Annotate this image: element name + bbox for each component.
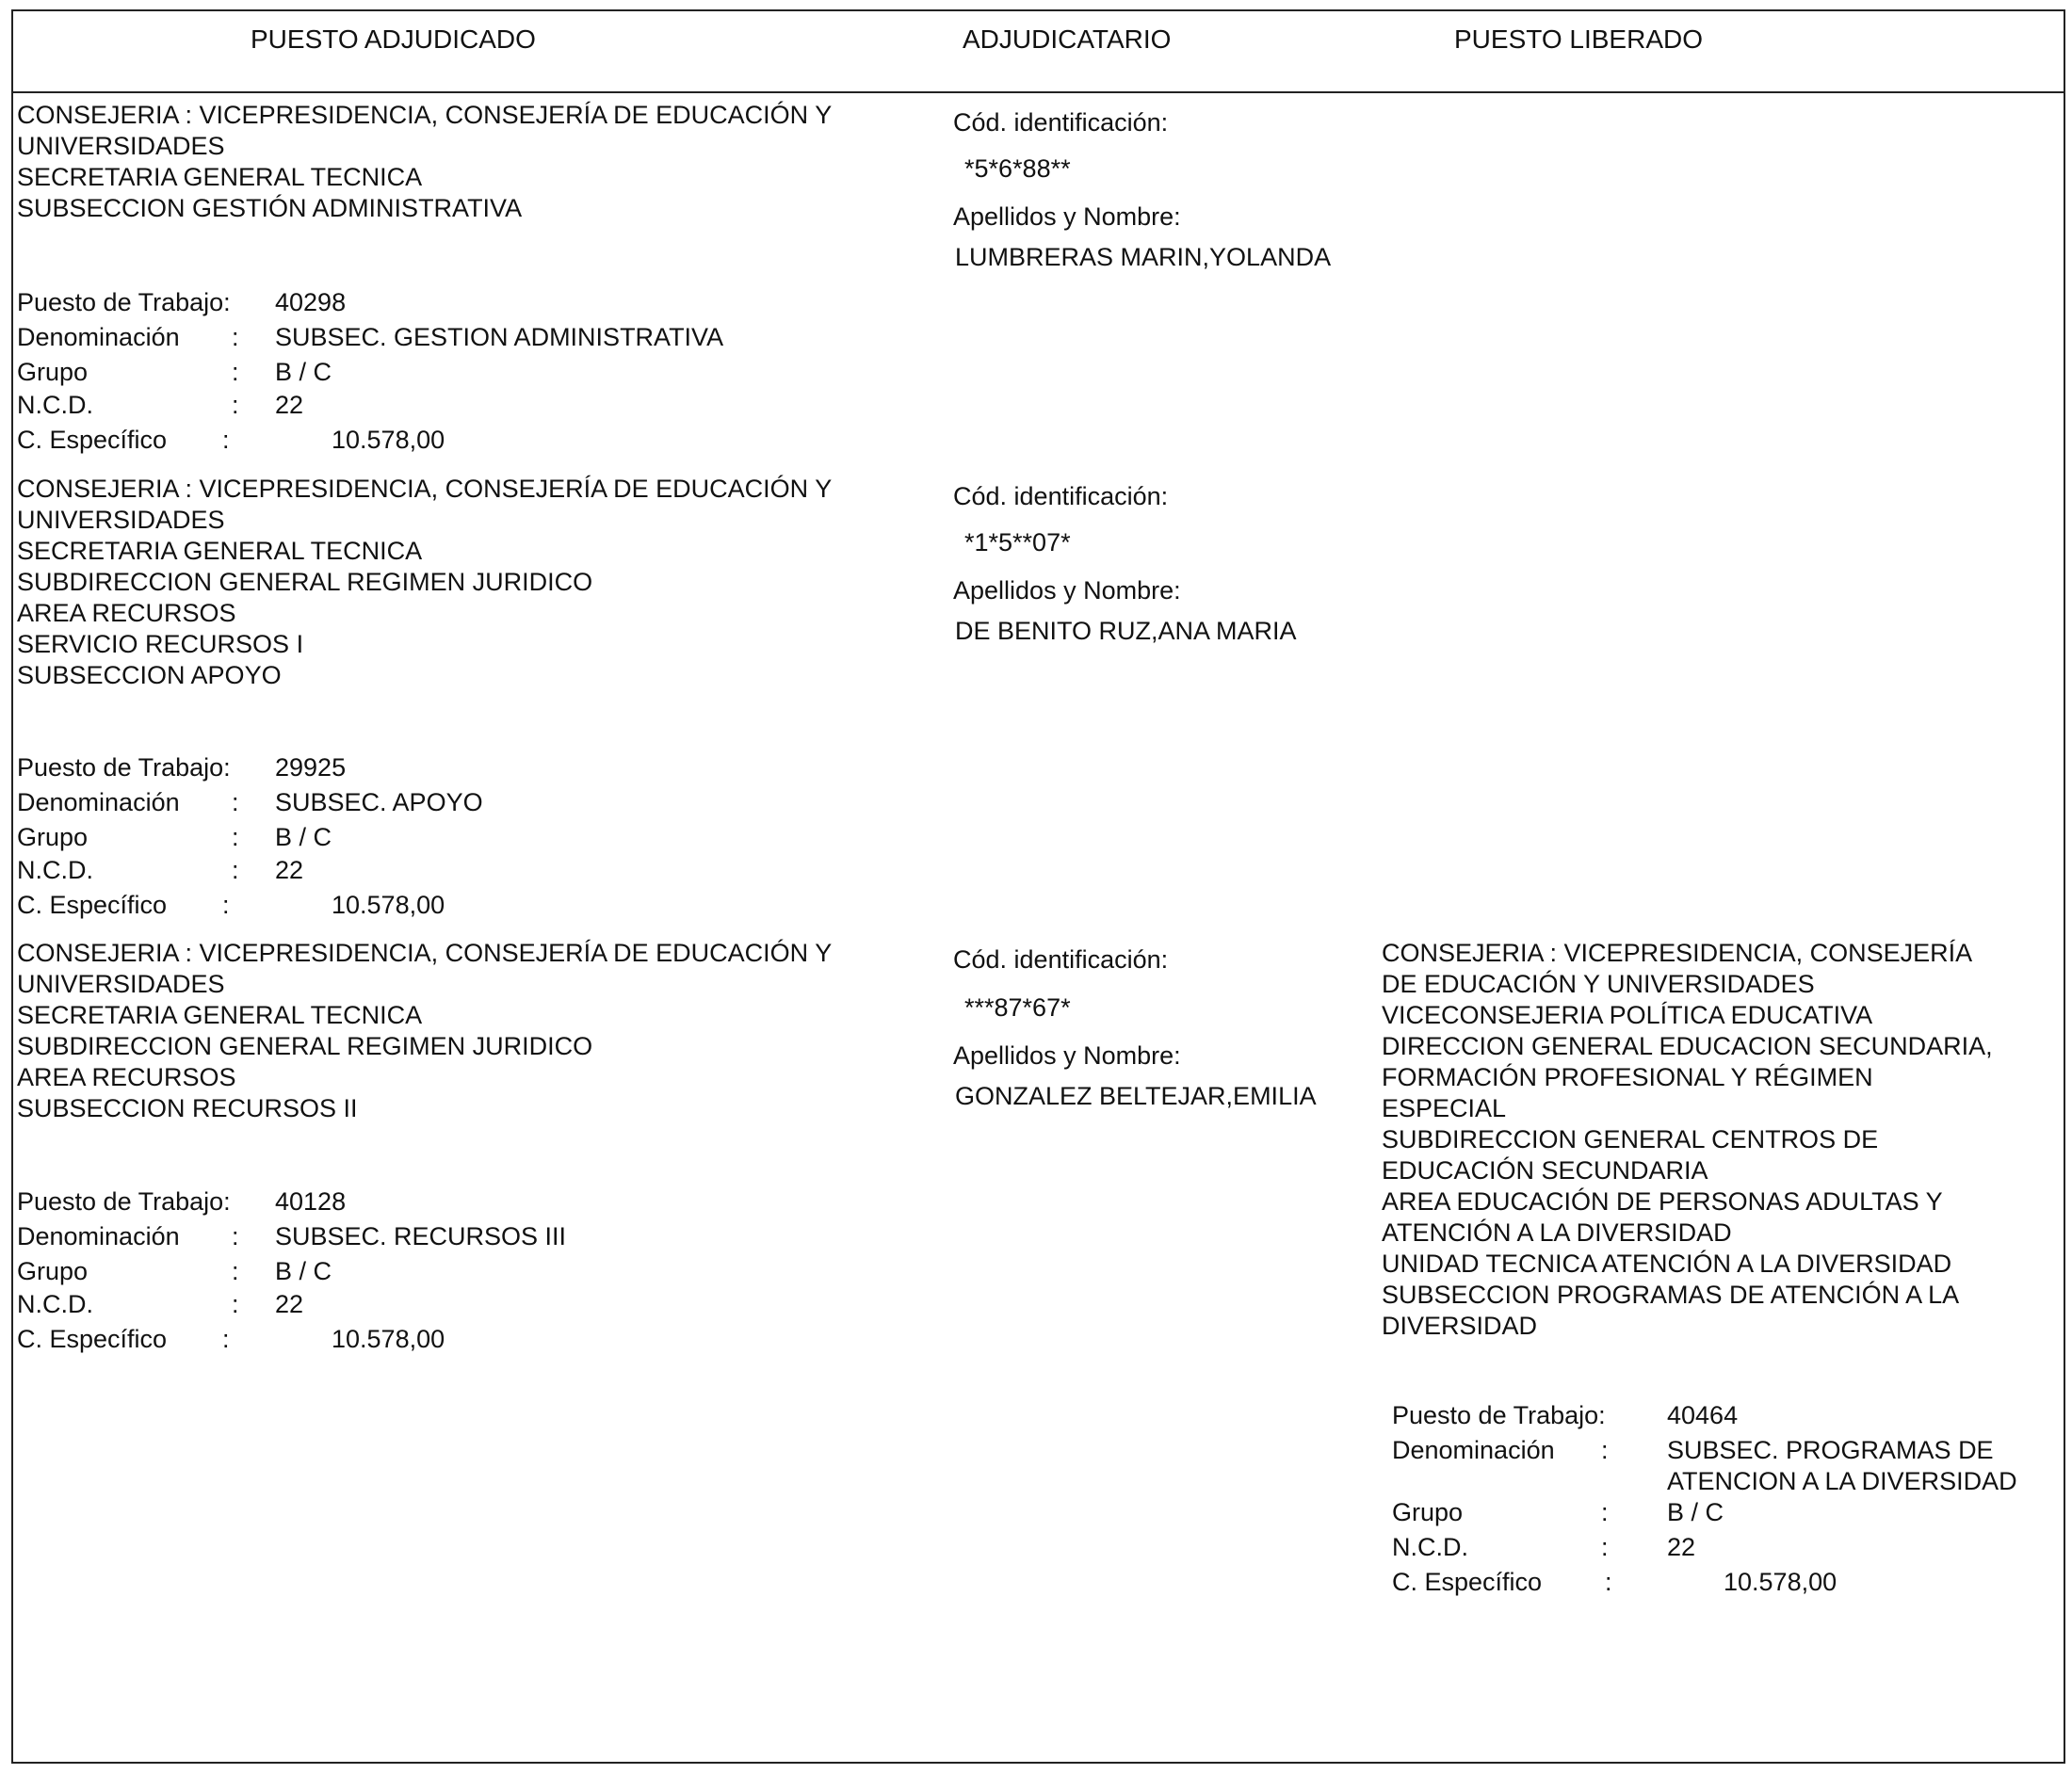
especifico-value: 10.578,00 [332, 891, 445, 919]
ncd-value: 22 [275, 856, 304, 884]
denominacion-value: SUBSEC. GESTION ADMINISTRATIVA [275, 323, 724, 351]
org-line: CONSEJERIA : VICEPRESIDENCIA, CONSEJERÍA DE EDUCACIÓN Y [17, 939, 833, 967]
cod-label: Cód. identificación: [953, 482, 1169, 510]
ncd-label: N.C.D. [1392, 1533, 1468, 1561]
grupo-label: Grupo [17, 1257, 89, 1285]
org-line: CONSEJERIA : VICEPRESIDENCIA, CONSEJERÍA [1382, 939, 1973, 967]
grupo-label: Grupo [1392, 1498, 1464, 1526]
released-position-organization [1382, 938, 1993, 1342]
org-line: UNIVERSIDADES [17, 506, 225, 534]
especifico-value: 10.578,00 [1724, 1568, 1837, 1596]
puesto-value: 40128 [275, 1187, 347, 1216]
separator: : [1601, 1533, 1609, 1561]
org-line: SUBSECCION APOYO [17, 661, 282, 689]
denominacion-value-line-2: ATENCION A LA DIVERSIDAD [1667, 1467, 2017, 1495]
separator: : [222, 1325, 230, 1353]
denominacion-value: SUBSEC. APOYO [275, 788, 483, 816]
cod-value: ***87*67* [964, 993, 1071, 1022]
puesto-value: 40298 [275, 288, 347, 316]
denominacion-label: Denominación [17, 323, 180, 351]
especifico-value: 10.578,00 [332, 1325, 445, 1353]
nombre-value: LUMBRERAS MARIN,YOLANDA [955, 243, 1332, 271]
org-line: DIVERSIDAD [1382, 1312, 1538, 1340]
org-line: DE EDUCACIÓN Y UNIVERSIDADES [1382, 970, 1815, 998]
entry-2-organization [17, 474, 832, 691]
org-line: ATENCIÓN A LA DIVERSIDAD [1382, 1218, 1732, 1247]
grupo-label: Grupo [17, 823, 89, 851]
separator: : [1605, 1568, 1612, 1596]
especifico-label: C. Específico [17, 891, 168, 919]
org-line: UNIVERSIDADES [17, 132, 225, 160]
especifico-label: C. Específico [1392, 1568, 1543, 1596]
grupo-value: B / C [275, 1257, 332, 1285]
separator: : [232, 1290, 239, 1318]
separator: : [1601, 1436, 1609, 1464]
org-line: VICECONSEJERIA POLÍTICA EDUCATIVA [1382, 1001, 1873, 1029]
org-line: UNIVERSIDADES [17, 970, 225, 998]
org-line: SUBDIRECCION GENERAL CENTROS DE [1382, 1125, 1879, 1153]
puesto-label: Puesto de Trabajo: [17, 753, 231, 782]
separator: : [232, 358, 239, 386]
separator: : [232, 391, 239, 419]
ncd-label: N.C.D. [17, 1290, 93, 1318]
separator: : [222, 426, 230, 454]
separator: : [222, 891, 230, 919]
puesto-value: 40464 [1667, 1401, 1739, 1429]
ncd-label: N.C.D. [17, 391, 93, 419]
org-line: SECRETARIA GENERAL TECNICA [17, 163, 423, 191]
especifico-label: C. Específico [17, 1325, 168, 1353]
entry-2-job-details [17, 752, 620, 925]
org-line: SUBSECCION GESTIÓN ADMINISTRATIVA [17, 194, 523, 222]
org-line: AREA RECURSOS [17, 599, 236, 627]
org-line: DIRECCION GENERAL EDUCACION SECUNDARIA, [1382, 1032, 1993, 1060]
especifico-label: C. Específico [17, 426, 168, 454]
released-position-job-details [1392, 1400, 2070, 1602]
nombre-value: GONZALEZ BELTEJAR,EMILIA [955, 1082, 1317, 1110]
column-header-puesto-liberado: PUESTO LIBERADO [1454, 24, 1704, 54]
org-line: SECRETARIA GENERAL TECNICA [17, 537, 423, 565]
entry-1-job-details [17, 287, 724, 460]
org-line: SUBDIRECCION GENERAL REGIMEN JURIDICO [17, 1032, 593, 1060]
denominacion-value-line-1: SUBSEC. PROGRAMAS DE [1667, 1436, 1994, 1464]
ncd-value: 22 [1667, 1533, 1696, 1561]
grupo-value: B / C [275, 823, 332, 851]
entry-3-job-details [17, 1186, 620, 1359]
grupo-value: B / C [275, 358, 332, 386]
separator: : [1601, 1498, 1609, 1526]
org-line: SUBDIRECCION GENERAL REGIMEN JURIDICO [17, 568, 593, 596]
ncd-value: 22 [275, 391, 304, 419]
org-line: SUBSECCION RECURSOS II [17, 1094, 358, 1122]
org-line: ESPECIAL [1382, 1094, 1507, 1122]
header-divider [11, 91, 2065, 93]
denominacion-value: SUBSEC. RECURSOS III [275, 1222, 567, 1250]
entry-1-organization [17, 100, 832, 224]
org-line: UNIDAD TECNICA ATENCIÓN A LA DIVERSIDAD [1382, 1250, 1952, 1278]
puesto-value: 29925 [275, 753, 347, 782]
org-line: EDUCACIÓN SECUNDARIA [1382, 1156, 1708, 1185]
org-line: AREA RECURSOS [17, 1063, 236, 1091]
puesto-label: Puesto de Trabajo: [17, 1187, 231, 1216]
separator: : [232, 323, 239, 351]
cod-label: Cód. identificación: [953, 945, 1169, 974]
separator: : [232, 788, 239, 816]
especifico-value: 10.578,00 [332, 426, 445, 454]
separator: : [232, 1222, 239, 1250]
separator: : [232, 1257, 239, 1285]
apellidos-label: Apellidos y Nombre: [953, 202, 1181, 231]
org-line: CONSEJERIA : VICEPRESIDENCIA, CONSEJERÍA DE EDUCACIÓN Y [17, 101, 833, 129]
denominacion-label: Denominación [17, 1222, 180, 1250]
separator: : [232, 856, 239, 884]
org-line: SERVICIO RECURSOS I [17, 630, 304, 658]
column-header-puesto-adjudicado: PUESTO ADJUDICADO [251, 24, 536, 54]
cod-value: *1*5**07* [964, 528, 1071, 556]
cod-label: Cód. identificación: [953, 108, 1169, 137]
grupo-label: Grupo [17, 358, 89, 386]
org-line: AREA EDUCACIÓN DE PERSONAS ADULTAS Y [1382, 1187, 1943, 1216]
denominacion-label: Denominación [17, 788, 180, 816]
entry-3-organization [17, 938, 832, 1124]
ncd-value: 22 [275, 1290, 304, 1318]
column-header-adjudicatario: ADJUDICATARIO [963, 24, 1172, 54]
puesto-label: Puesto de Trabajo: [1392, 1401, 1606, 1429]
grupo-value: B / C [1667, 1498, 1724, 1526]
org-line: CONSEJERIA : VICEPRESIDENCIA, CONSEJERÍA DE EDUCACIÓN Y [17, 475, 833, 503]
apellidos-label: Apellidos y Nombre: [953, 1041, 1181, 1070]
ncd-label: N.C.D. [17, 856, 93, 884]
nombre-value: DE BENITO RUZ,ANA MARIA [955, 617, 1297, 645]
apellidos-label: Apellidos y Nombre: [953, 576, 1181, 605]
puesto-label: Puesto de Trabajo: [17, 288, 231, 316]
separator: : [232, 823, 239, 851]
org-line: FORMACIÓN PROFESIONAL Y RÉGIMEN [1382, 1063, 1873, 1091]
org-line: SECRETARIA GENERAL TECNICA [17, 1001, 423, 1029]
cod-value: *5*6*88** [964, 154, 1071, 183]
denominacion-label: Denominación [1392, 1436, 1555, 1464]
org-line: SUBSECCION PROGRAMAS DE ATENCIÓN A LA [1382, 1281, 1960, 1309]
